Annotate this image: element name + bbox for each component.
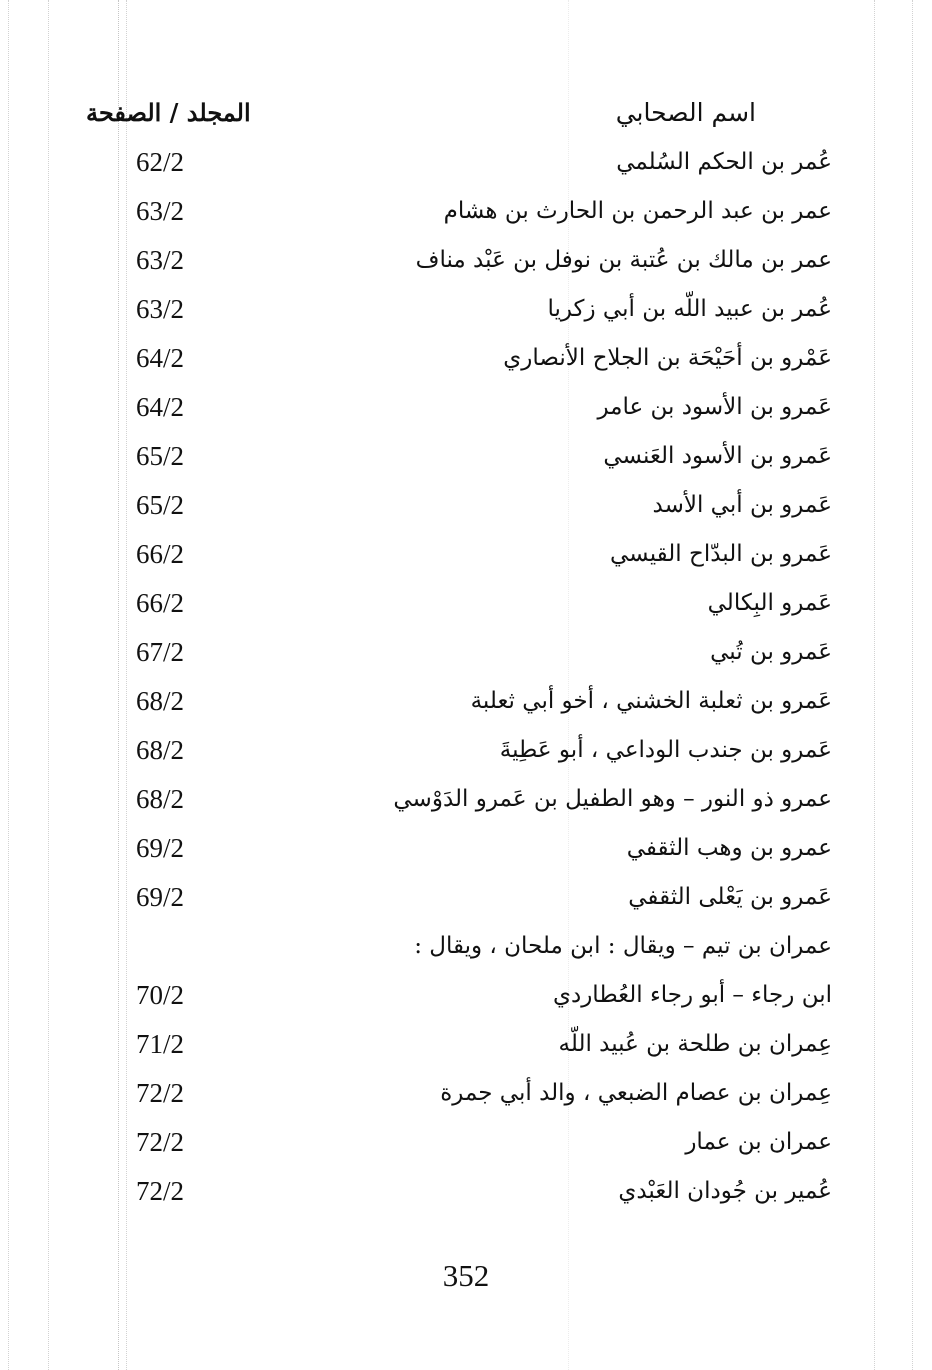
table-row [80,341,832,390]
volume-page-ref: 69/2 [136,833,185,863]
companion-name: ابن رجاء – أبو رجاء العُطاردي [552,982,832,1008]
volume-page-ref: 63/2 [136,196,185,226]
table-row [80,1174,832,1223]
table-row [80,1027,832,1076]
volume-page-ref: 69/2 [136,882,185,912]
table-row [80,831,832,880]
companion-name: عَمرو بن الأسود بن عامر [597,394,832,420]
volume-page-ref: 72/2 [136,1176,185,1206]
volume-page-ref: 71/2 [136,1029,185,1059]
scan-guide-line [48,0,49,1370]
table-row [80,733,832,782]
volume-page-ref: 72/2 [136,1078,185,1108]
companion-name: عمران بن تيم – ويقال : ابن ملحان ، ويقال : [414,933,832,959]
companion-name: عَمرو بن ثعلبة الخشني ، أخو أبي ثعلبة [470,688,832,714]
companion-name: عمر بن مالك بن عُتبة بن نوفل بن عَبْد مناف [415,247,832,273]
volume-page-ref: 63/2 [136,245,185,275]
companion-name: عَمرو بن الأسود العَنسي [603,443,832,469]
companion-name: عِمران بن طلحة بن عُبيد اللّه [558,1031,832,1057]
companion-name: عَمرو بن البدّاح القيسي [610,541,832,567]
table-row [80,978,832,1027]
volume-page-ref: 64/2 [136,392,185,422]
volume-page-ref: 65/2 [136,490,185,520]
table-row [80,194,832,243]
companion-name: عُمر بن الحكم السُلمي [616,149,832,175]
companion-name: عُمير بن جُودان العَبْدي [618,1178,832,1204]
table-row [80,929,832,978]
scan-guide-line [912,0,913,1370]
table-header [80,98,832,138]
volume-page-ref: 68/2 [136,735,185,765]
scan-guide-line [874,0,875,1370]
volume-page-ref: 72/2 [136,1127,185,1157]
page-number: 352 [442,1258,490,1293]
companion-name: عَمْرو بن أحَيْحَة بن الجلاح الأنصاري [503,345,832,371]
companion-name: عَمرو بن أبي الأسد [652,492,832,518]
column-header-companion-name: اسم الصحابي [615,98,756,127]
volume-page-ref: 66/2 [136,539,185,569]
table-row [80,390,832,439]
volume-page-ref: 63/2 [136,294,185,324]
table-row [80,243,832,292]
companion-name: عمرو بن وهب الثقفي [626,835,832,861]
volume-page-ref: 66/2 [136,588,185,618]
table-row [80,488,832,537]
volume-page-ref: 62/2 [136,147,185,177]
volume-page-ref: 68/2 [136,784,185,814]
table-row [80,1125,832,1174]
volume-page-ref: 67/2 [136,637,185,667]
companion-name: عَمرو بن جندب الوداعي ، أبو عَطِيةَ [499,737,832,763]
companion-name: عَمرو بن يَعْلى الثقفي [628,884,832,910]
companion-name: عمر بن عبد الرحمن بن الحارث بن هشام [443,198,832,224]
table-row [80,782,832,831]
index-table [80,145,832,1223]
table-row [80,292,832,341]
table-row [80,1076,832,1125]
table-row [80,880,832,929]
volume-page-ref: 64/2 [136,343,185,373]
volume-page-ref: 70/2 [136,980,185,1010]
companion-name: عمرو ذو النور – وهو الطفيل بن عَمرو الدَوْسي [393,786,832,812]
table-row [80,439,832,488]
table-row [80,537,832,586]
table-row [80,145,832,194]
volume-page-ref: 65/2 [136,441,185,471]
table-row [80,635,832,684]
column-header-volume-page: المجلد / الصفحة [86,98,251,127]
companion-name: عِمران بن عصام الضبعي ، والد أبي جمرة [440,1080,832,1106]
companion-name: عَمرو البِكالي [707,590,832,616]
companion-name: عُمر بن عبيد اللّه بن أبي زكريا [547,296,832,322]
table-row [80,586,832,635]
scan-guide-line [8,0,9,1370]
companion-name: عمران بن عمار [685,1129,832,1155]
table-row [80,684,832,733]
companion-name: عَمرو بن تُبي [710,639,832,665]
volume-page-ref: 68/2 [136,686,185,716]
